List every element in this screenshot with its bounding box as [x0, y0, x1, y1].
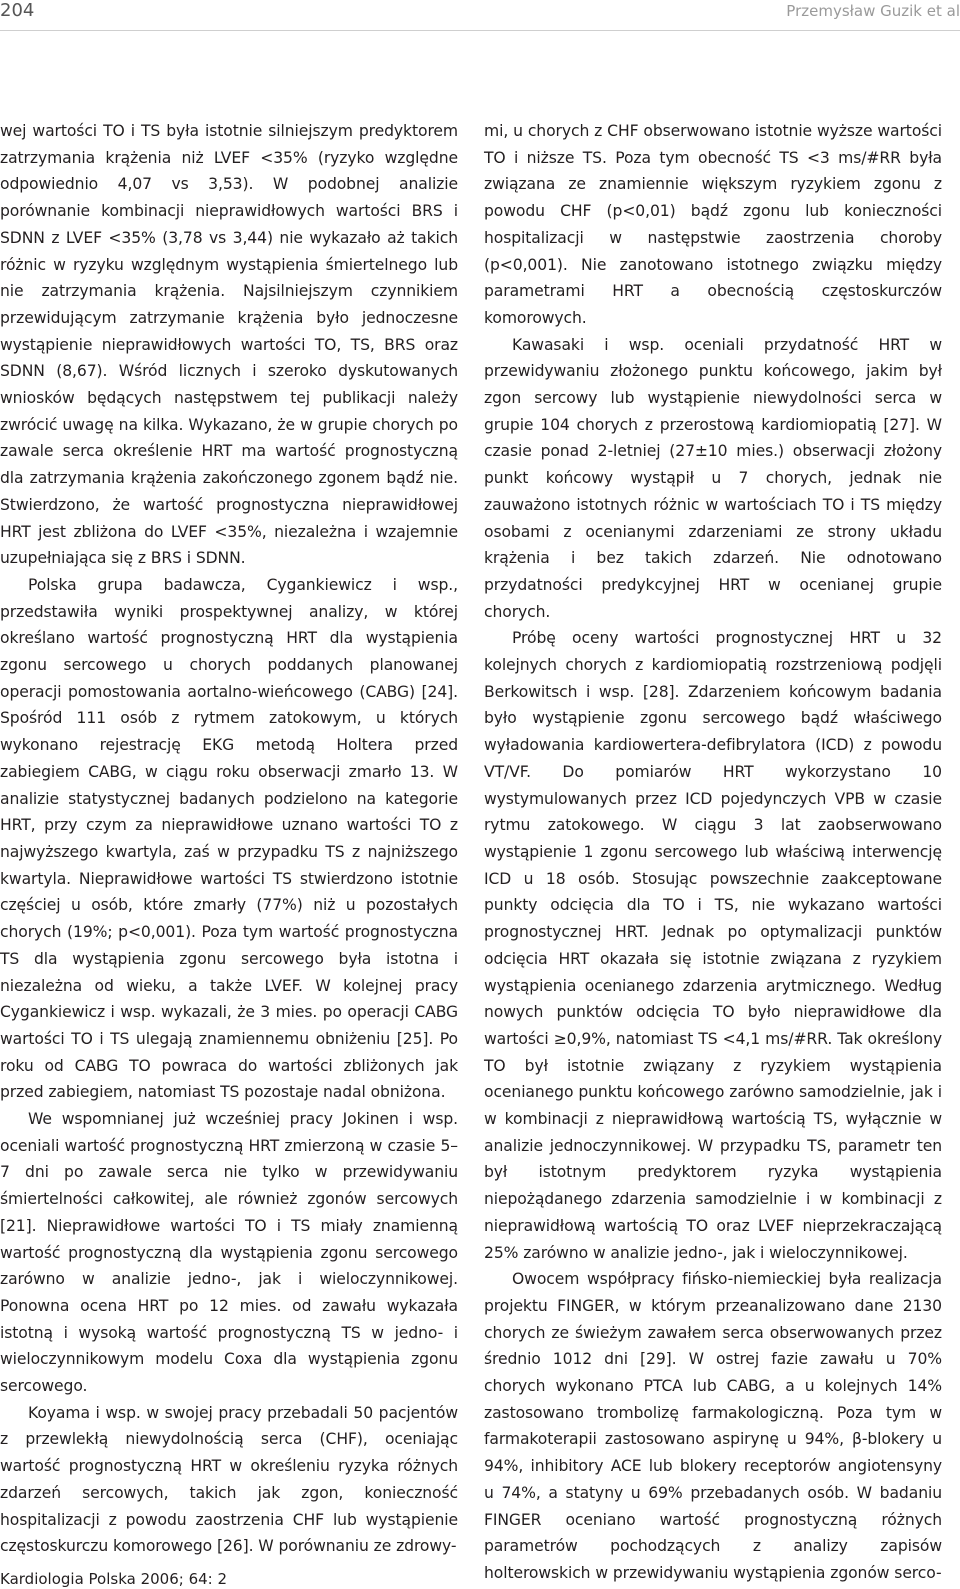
page-header	[0, 0, 960, 44]
paragraph: We wspomnianej już wcześniej pracy Jokinen i wsp. oceniali wartość prognostyczną HRT zmierzoną w czasie 5–7 dni po zawale serca nie tylko w przewidywaniu śmiertelności całkowitej, ale również zgonów sercowych [21]. Nieprawidłowe wartości TO i TS miały znamienną wartość prognostyczną dla wystąpienia zgonu sercowego zarówno w analizie jedno-, jak i wieloczynnikowej. Ponowna ocena HRT po 12 mies. od zawału wykazała istotną i wysoką wartość prognostyczną TS w jedno- i wieloczynnikowym modelu Coxa dla wystąpienia zgonu sercowego.	[0, 1110, 458, 1396]
header-rule	[0, 30, 960, 31]
paragraph: mi, u chorych z CHF obserwowano istotnie wyższe wartości TO i niższe TS. Poza tym obecność TS <3 ms/#RR była związana ze znamiennie większym ryzykiem zgonu z powodu CHF (p<0,01) bądź zgonu lub konieczności hospitalizacji w następstwie zaostrzenia choroby (p<0,001). Nie zanotowano istotnego związku między parametrami HRT a obecnością częstoskurczów komorowych.	[484, 122, 942, 327]
paragraph: Próbę oceny wartości prognostycznej HRT u 32 kolejnych chorych z kardiomiopatią rozstrzeniową podjęli Berkowitsch i wsp. [28]. Zdarzeniem końcowym badania było wystąpienie zgonu sercowego bądź właściwego wyładowania kardiowertera-defibrylatora (ICD) z powodu VT/VF. Do pomiarów HRT wykorzystano 10 wystymulowanych przez ICD pojedynczych VPB w czasie rytmu zatokowego. W ciągu 3 lat zaobserwowano wystąpienie 1 zgonu sercowego lub właściwą interwencję ICD u 18 osób. Stosując powszechnie zaakceptowane punkty odcięcia dla TO i TS, nie wykazano wartości prognostycznej HRT. Jednak po optymalizacji punktów odcięcia HRT okazała się istotnie związana z ryzykiem wystąpienia ocenianego zdarzenia arytmicznego. Według nowych punktów odcięcia TO było nieprawidłowe dla wartości ≥0,9%, natomiast TS <4,1 ms/#RR. Tak określony TO był istotnie związany z ryzykiem wystąpienia ocenianego punktu końcowego zarówno samodzielnie, jak i w kombinacji z nieprawidłową wartością TS, wyłącznie w analizie jednoczynnikowej. W przypadku TS, parametr ten był istotnym predyktorem ryzyka wystąpienia niepożądanego zdarzenia samodzielnie i w kombinacji z nieprawidłową wartością TO oraz LVEF nieprzekraczającą 25% zarówno w analizie jedno-, jak i wieloczynnikowej.	[484, 629, 942, 1262]
page-number: 204	[0, 0, 35, 21]
paragraph: Polska grupa badawcza, Cygankiewicz i wsp., przedstawiła wyniki prospektywnej analizy, w której określano wartość prognostyczną HRT dla wystąpienia zgonu sercowego u chorych poddanych planowanej operacji pomostowania aortalno-wieńcowego (CABG) [24]. Spośród 111 osób z rytmem zatokowym, u których wykonano rejestrację EKG metodą Holtera przed zabiegiem CABG, w ciągu roku obserwacji zmarło 13. W analizie statystycznej badanych podzielono na kategorie HRT, przy czym za nieprawidłowe uznano wartości TO z najwyższego kwartyla, zaś w przypadku TS z najniższego kwartyla. Nieprawidłowe wartości TS stwierdzono istotnie częściej u osób, które zmarły (77%) niż u pozostałych chorych (19%; p<0,001). Poza tym wartość prognostyczna TS dla wystąpienia zgonu sercowego była istotna i niezależna od wieku, a także LVEF. W kolejnej pracy Cygankiewicz i wsp. wykazali, że 3 mies. po operacji CABG wartości TO i TS ulegają znamiennemu obniżeniu [25]. Po roku od CABG TO powraca do wartości zbliżonych jak przed zabiegiem, natomiast TS pozostaje nadal obniżona.	[0, 575, 458, 1102]
paragraph: wej wartości TO i TS była istotnie silniejszym predyktorem zatrzymania krążenia niż LVEF <35% (ryzyko względne odpowiednio 4,07 vs 3,53). W podobnej analizie porównanie kombinacji nieprawidłowych wartości BRS i SDNN z LVEF <35% (3,78 vs 3,44) nie wykazało aż takich różnic w ryzyku względnym wystąpienia śmiertelnego lub nie zatrzymania krążenia. Najsilniejszym czynnikiem przewidującym zatrzymanie krążenia było jednoczesne wystąpienie nieprawidłowych wartości TO, TS, BRS oraz SDNN (8,67). Wśród licznych i szeroko dyskutowanych wniosków będących następstwem tej publikacji należy zwrócić uwagę na kilka. Wykazano, że w grupie chorych po zawale serca określenie HRT ma wartość prognostyczną dla zatrzymania krążenia zakończonego zgonem bądź nie. Stwierdzono, że wartość prognostyczna nieprawidłowej HRT jest zbliżona do LVEF <35%, niezależna i wzajemnie uzupełniająca się z BRS i SDNN.	[0, 122, 458, 568]
running-head-authors: Przemysław Guzik et al	[786, 2, 960, 20]
journal-footer: Kardiologia Polska 2006; 64: 2	[0, 1570, 228, 1588]
right-column	[484, 118, 942, 1587]
paragraph: Kawasaki i wsp. oceniali przydatność HRT w przewidywaniu złożonego punktu końcowego, jakim był zgon sercowy lub wystąpienie niewydolności serca w grupie 104 chorych z przerostową kardiomiopatią [27]. W czasie ponad 2-letniej (27±10 mies.) obserwacji złożony punkt końcowy wystąpił u 7 chorych, jednak nie zauważono istotnych różnic w wartościach TO i TS między osobami z ocenianymi zdarzeniami ze strony układu krążenia i bez takich zdarzeń. Nie odnotowano przydatności predykcyjnej HRT w ocenianej grupie chorych.	[484, 335, 942, 621]
left-column	[0, 118, 458, 1560]
paragraph: Koyama i wsp. w swojej pracy przebadali 50 pacjentów z przewlekłą niewydolnością serca (CHF), oceniając wartość prognostyczną HRT w określeniu ryzyka różnych zdarzeń sercowych, takich jak zgon, konieczność hospitalizacji z powodu zaostrzenia CHF lub wystąpienie częstoskurczu komorowego [26]. W porównaniu ze zdrowy-	[0, 1403, 458, 1556]
paragraph: Owocem współpracy fińsko-niemieckiej była realizacja projektu FINGER, w którym przeanalizowano dane 2130 chorych ze świeżym zawałem serca obserwowanych przez średnio 1012 dni [29]. W ostrej fazie zawału u 70% chorych wykonano PTCA lub CABG, a u kolejnych 14% zastosowano trombolizę farmakologiczną. Poza tym w farmakoterapii zastosowano aspirynę u 94%, β-blokery u 94%, inhibitory ACE lub blokery receptorów angiotensyny u 74%, a statyny u 69% przebadanych osób. W badaniu FINGER oceniano wartość prognostyczną różnych parametrów pochodzących z analizy zapisów holterowskich w przewidywaniu wystąpienia zgonów serco-	[484, 1270, 942, 1582]
